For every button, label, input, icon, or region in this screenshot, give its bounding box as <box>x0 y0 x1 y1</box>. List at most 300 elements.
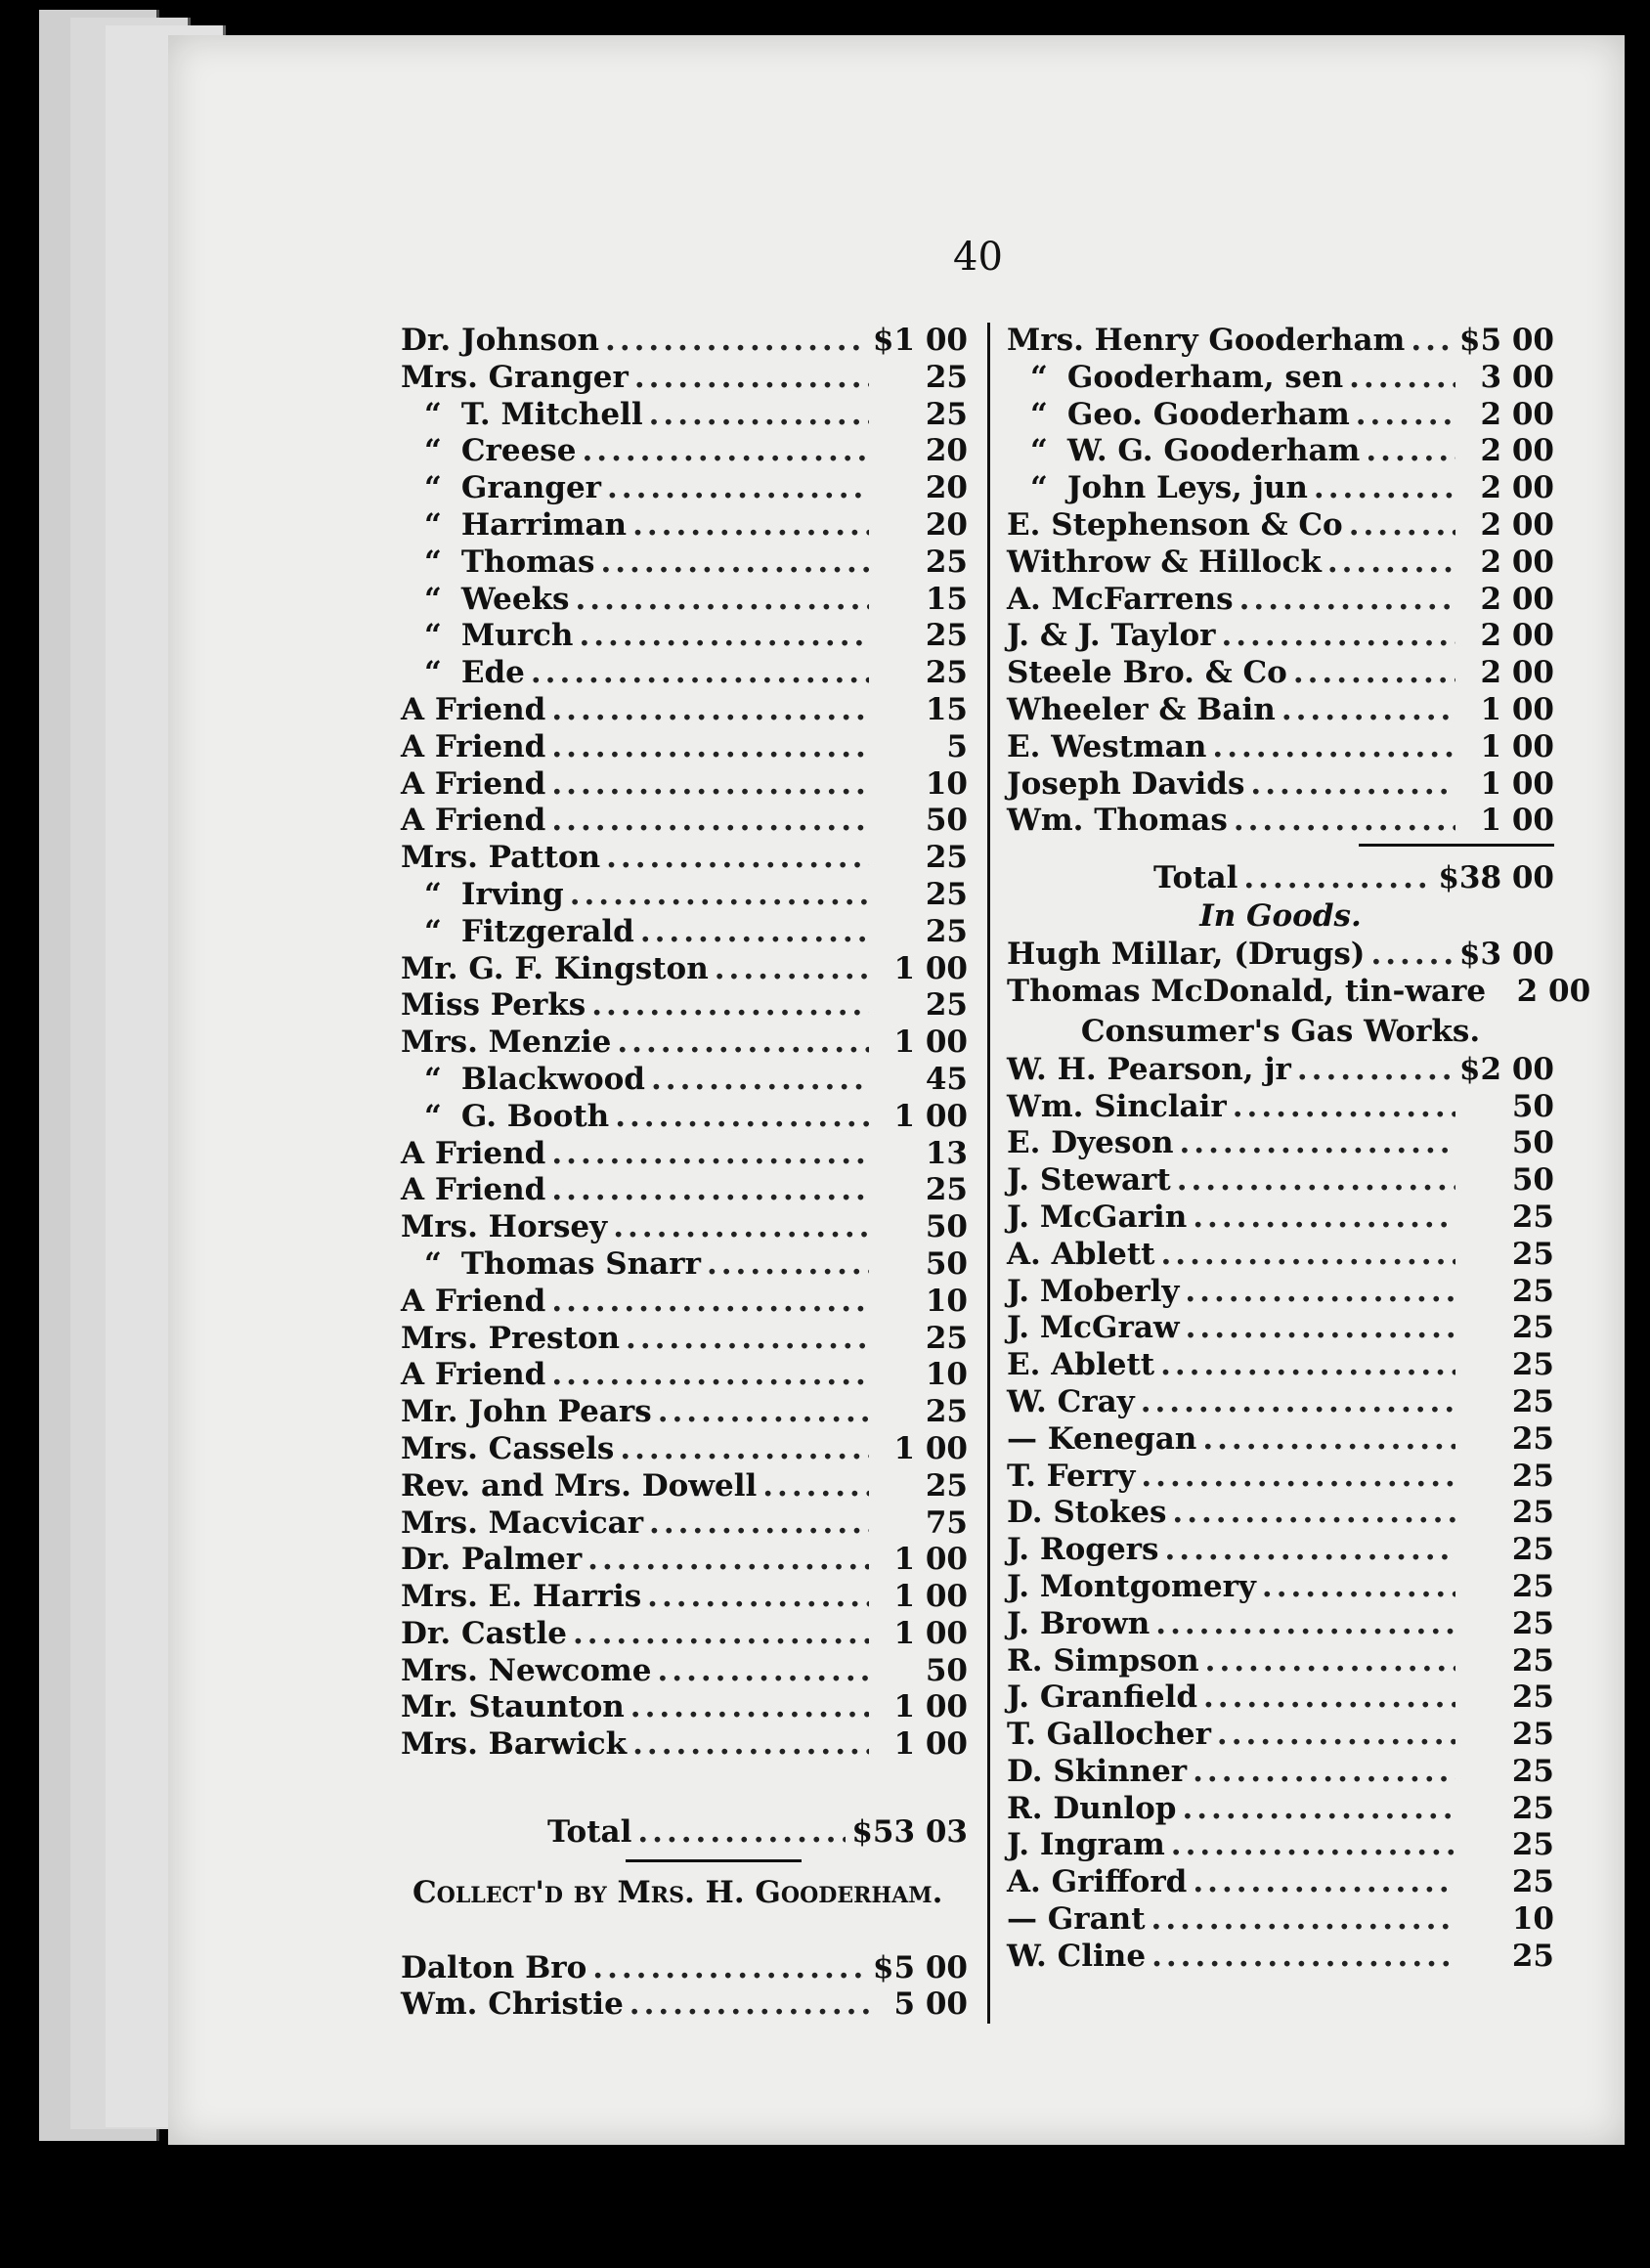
amount: 2 00 <box>1480 396 1554 432</box>
list-item <box>1007 1532 1554 1569</box>
list-item <box>1007 1679 1554 1717</box>
contributor-name: Joseph Davids <box>1007 765 1245 802</box>
leader-dots <box>1262 1569 1455 1606</box>
contributor-name: “ Blackwood <box>401 1062 645 1099</box>
contributor-name: “ W. G. Gooderham <box>1007 433 1360 470</box>
amount: 25 <box>1511 1383 1554 1419</box>
left-total-row <box>401 1801 968 1850</box>
list-item <box>1007 1827 1554 1864</box>
list-item <box>1007 1052 1554 1089</box>
list-item <box>401 1986 968 2024</box>
leader-dots <box>632 507 869 545</box>
list-item <box>1007 655 1554 692</box>
list-item <box>1007 1421 1554 1459</box>
amount: 2 00 <box>1480 618 1554 654</box>
contributor-name: J. Montgomery <box>1007 1568 1256 1604</box>
leader-dots <box>1177 1162 1455 1199</box>
amount: 1 00 <box>1480 765 1554 802</box>
amount: $2 00 <box>1458 1051 1554 1087</box>
contributor-name: Wm. Sinclair <box>1007 1088 1227 1124</box>
leader-dots <box>1349 360 1455 397</box>
list-item <box>401 360 968 397</box>
contributor-name: W. H. Pearson, jr <box>1007 1051 1291 1087</box>
list-item <box>401 951 968 988</box>
leader-dots <box>649 1505 869 1543</box>
contributor-name: A. Grifford <box>1007 1864 1188 1900</box>
amount: $3 00 <box>1458 937 1554 973</box>
leader-dots <box>587 1542 869 1579</box>
leader-dots <box>1297 1052 1454 1089</box>
amount: 25 <box>1511 1753 1554 1789</box>
contributor-name: “ Irving <box>401 877 564 914</box>
leader-dots <box>1203 1679 1455 1717</box>
amount: 2 00 <box>1480 470 1554 506</box>
list-item <box>401 1136 968 1173</box>
contributor-name: J. & J. Taylor <box>1007 618 1216 654</box>
contributor-name: Mrs. Menzie <box>401 1025 612 1061</box>
amount: 25 <box>925 987 968 1024</box>
amount: 25 <box>1511 1717 1554 1753</box>
list-item <box>401 1579 968 1616</box>
amount: 25 <box>1511 1679 1554 1716</box>
amount: $5 00 <box>872 1949 968 1985</box>
contributor-name: J. McGarin <box>1007 1199 1188 1235</box>
total-amount: $53 03 <box>851 1813 968 1850</box>
leader-dots <box>640 914 869 951</box>
contributor-name: J. Rogers <box>1007 1532 1159 1568</box>
leader-dots <box>651 1062 869 1099</box>
gas-heading: Consumer's Gas Works. <box>1080 1013 1481 1049</box>
list-item <box>401 1321 968 1358</box>
amount: 25 <box>1511 1310 1554 1346</box>
amount: 45 <box>925 1061 968 1097</box>
amount: 3 00 <box>1480 359 1554 395</box>
spacer <box>401 1913 968 1950</box>
amount: 1 00 <box>893 1689 968 1725</box>
list-item <box>1007 582 1554 619</box>
list-item <box>1007 1717 1554 1754</box>
amount: 1 00 <box>1480 728 1554 764</box>
leader-dots <box>1370 937 1453 974</box>
list-item <box>401 1542 968 1579</box>
leader-dots <box>632 1726 869 1764</box>
list-item <box>1007 692 1554 729</box>
contributor-name: A. McFarrens <box>1007 581 1234 617</box>
list-item <box>401 545 968 582</box>
contributor-name: A Friend <box>401 765 546 802</box>
leader-dots <box>551 1136 869 1173</box>
leader-dots <box>630 1689 869 1726</box>
contributor-name: A. Ablett <box>1007 1236 1155 1272</box>
amount: 1 00 <box>893 1579 968 1615</box>
leader-dots <box>551 1357 869 1394</box>
leader-dots <box>617 1025 869 1062</box>
left-column <box>401 323 968 2024</box>
amount: $5 00 <box>1458 323 1554 358</box>
leader-dots <box>1327 545 1455 582</box>
list-item <box>401 323 968 360</box>
leader-dots <box>1171 1827 1455 1864</box>
contributor-name: “ Thomas <box>401 545 594 582</box>
contributor-name: A Friend <box>401 1135 546 1171</box>
contributor-name: A Friend <box>401 691 546 727</box>
leader-dots <box>630 1986 869 2024</box>
leader-dots <box>1151 1901 1455 1939</box>
leader-dots <box>551 1172 869 1209</box>
list-item <box>401 1616 968 1653</box>
list-item <box>401 1172 968 1209</box>
leader-dots <box>1141 1384 1455 1421</box>
list-item <box>401 470 968 507</box>
leader-dots <box>591 987 869 1025</box>
list-item <box>1007 1162 1554 1199</box>
amount: 25 <box>1511 1605 1554 1641</box>
contributor-name: Wm. Thomas <box>1007 803 1228 839</box>
leader-dots <box>658 1394 869 1431</box>
list-item <box>1007 1274 1554 1311</box>
list-item <box>1007 618 1554 655</box>
leader-dots <box>634 360 869 397</box>
contributor-name: Mrs. Cassels <box>401 1430 615 1466</box>
leader-dots <box>1221 618 1455 655</box>
contributor-name: R. Dunlop <box>1007 1790 1177 1826</box>
amount: 5 00 <box>893 1986 968 2023</box>
list-item <box>1007 729 1554 766</box>
leader-dots <box>626 1321 869 1358</box>
list-item <box>401 1431 968 1468</box>
leader-dots <box>1185 1274 1455 1311</box>
amount: 5 <box>946 728 968 764</box>
amount: 50 <box>1511 1162 1554 1199</box>
right-total-row <box>1007 847 1554 895</box>
leader-dots <box>606 840 869 877</box>
leader-dots <box>613 1209 869 1246</box>
amount: 10 <box>925 1357 968 1393</box>
amount: 25 <box>925 655 968 691</box>
contributor-name: Mrs. Horsey <box>401 1209 608 1245</box>
leader-dots <box>1250 766 1455 804</box>
contributor-name: E. Westman <box>1007 728 1207 764</box>
contributor-name: Dr. Johnson <box>401 323 600 358</box>
leader-dots <box>707 1246 869 1284</box>
amount: 25 <box>1511 1864 1554 1900</box>
amount: 25 <box>1511 1568 1554 1604</box>
leader-dots <box>715 951 869 988</box>
leader-dots <box>649 397 869 434</box>
leader-dots <box>1233 1089 1455 1126</box>
list-item <box>1007 1939 1554 1976</box>
contributor-name: Mrs. Macvicar <box>401 1505 644 1541</box>
contributor-name: Mrs. Patton <box>401 840 601 876</box>
collected-heading: Collect'd by Mrs. H. Gooderham. <box>412 1874 943 1910</box>
leader-dots <box>551 692 869 729</box>
amount: 20 <box>925 433 968 469</box>
amount: 1 00 <box>893 1726 968 1763</box>
contributor-name: “ Creese <box>401 433 576 470</box>
contributor-name: A Friend <box>401 728 546 764</box>
amount: 25 <box>925 913 968 949</box>
amount: 25 <box>1511 1827 1554 1863</box>
contributor-name: J. McGraw <box>1007 1310 1180 1346</box>
contributor-name: J. Brown <box>1007 1605 1151 1641</box>
contributor-name: Withrow & Hillock <box>1007 544 1322 580</box>
contributor-name: Dalton Bro <box>401 1949 587 1985</box>
contributor-name: Mrs. Preston <box>401 1320 621 1356</box>
leader-dots <box>579 618 869 655</box>
list-item <box>401 692 968 729</box>
list-item <box>401 1950 968 1987</box>
leader-dots <box>1281 692 1455 729</box>
contributor-name: R. Simpson <box>1007 1642 1199 1679</box>
contributor-name: Dr. Castle <box>401 1615 567 1651</box>
amount: 25 <box>925 396 968 432</box>
contributor-name: — Kenegan <box>1007 1420 1197 1457</box>
leader-dots <box>762 1468 869 1505</box>
amount: 1 00 <box>893 950 968 986</box>
amount: 50 <box>1511 1125 1554 1161</box>
contributor-name: Mrs. E. Harris <box>401 1579 642 1615</box>
contributor-name: Mrs. Newcome <box>401 1652 652 1688</box>
amount: 25 <box>1511 1420 1554 1457</box>
list-item <box>401 582 968 619</box>
list-item <box>401 1062 968 1099</box>
amount: 75 <box>925 1505 968 1541</box>
amount: 25 <box>925 840 968 876</box>
leader-dots <box>1356 397 1455 434</box>
amount: 25 <box>1511 1458 1554 1494</box>
leader-dots <box>1212 729 1455 766</box>
list-item <box>401 1284 968 1321</box>
amount: 1 00 <box>893 1098 968 1134</box>
contributor-name: J. Ingram <box>1007 1827 1165 1863</box>
amount: 25 <box>925 618 968 654</box>
amount: 50 <box>925 1652 968 1688</box>
amount: 2 00 <box>1516 973 1591 1009</box>
leader-dots <box>1205 1643 1455 1680</box>
leader-dots <box>1160 1347 1455 1384</box>
list-item <box>1007 397 1554 434</box>
contributor-name: T. Ferry <box>1007 1458 1136 1494</box>
amount: 2 00 <box>1480 433 1554 469</box>
list-item <box>1007 803 1554 840</box>
contributor-name: “ Thomas Snarr <box>401 1246 701 1284</box>
list-item <box>1007 1754 1554 1791</box>
contributor-name: Steele Bro. & Co <box>1007 655 1287 691</box>
contributor-name: “ Weeks <box>401 582 570 619</box>
contributor-name: Mrs. Henry Gooderham <box>1007 323 1406 358</box>
list-item <box>1007 766 1554 804</box>
contributor-name: E. Stephenson & Co <box>1007 506 1343 543</box>
list-item <box>1007 360 1554 397</box>
amount: 1 00 <box>893 1025 968 1061</box>
list-item <box>401 766 968 804</box>
amount: 25 <box>925 876 968 912</box>
amount: 50 <box>925 1245 968 1282</box>
contributor-name: Rev. and Mrs. Dowell <box>401 1467 758 1504</box>
contributor-name: “ Granger <box>401 470 601 507</box>
contributor-name: D. Stokes <box>1007 1495 1167 1531</box>
amount: 1 00 <box>1480 691 1554 727</box>
list-item <box>1007 470 1554 507</box>
leader-dots <box>637 1814 846 1850</box>
contributor-name: J. Stewart <box>1007 1162 1171 1199</box>
list-item <box>401 1099 968 1136</box>
contributor-name: Mrs. Granger <box>401 359 629 395</box>
list-item <box>401 1468 968 1505</box>
amount: 10 <box>925 765 968 802</box>
leader-dots <box>1155 1606 1455 1643</box>
leader-dots <box>620 1431 869 1468</box>
contributor-name: “ Geo. Gooderham <box>1007 397 1350 434</box>
list-item <box>401 803 968 840</box>
amount: 25 <box>1511 1273 1554 1309</box>
total-amount: $38 00 <box>1438 860 1554 896</box>
amount: 25 <box>1511 1199 1554 1235</box>
leader-dots <box>1411 323 1454 360</box>
contributor-name: E. Ablett <box>1007 1347 1155 1383</box>
amount: 25 <box>925 1172 968 1208</box>
leader-dots <box>605 323 867 360</box>
contributor-name: “ Murch <box>401 618 573 655</box>
leader-dots <box>1161 1237 1455 1274</box>
list-item <box>1007 1310 1554 1347</box>
list-item <box>401 877 968 914</box>
contributor-name: “ Ede <box>401 655 525 692</box>
leader-dots <box>1239 582 1455 619</box>
goods-entries-list <box>1007 937 1591 1011</box>
list-item <box>1007 937 1554 974</box>
list-item <box>1007 1384 1554 1421</box>
leader-dots <box>1314 470 1455 507</box>
leader-dots <box>582 433 869 470</box>
amount: 1 00 <box>893 1615 968 1651</box>
leader-dots <box>600 545 869 582</box>
contributor-name: Wheeler & Bain <box>1007 691 1276 727</box>
leader-dots <box>1193 1199 1455 1237</box>
amount: 25 <box>925 359 968 395</box>
amount: 25 <box>1511 1938 1554 1974</box>
contributor-name: W. Cline <box>1007 1938 1147 1974</box>
list-item <box>1007 973 1591 1011</box>
leader-dots <box>1141 1459 1455 1496</box>
contributor-name: “ G. Booth <box>401 1099 609 1136</box>
contributor-name: “ Gooderham, sen <box>1007 360 1343 397</box>
list-item <box>401 987 968 1025</box>
contributor-name: E. Dyeson <box>1007 1125 1174 1161</box>
leader-dots <box>1349 507 1455 545</box>
amount: 15 <box>925 581 968 617</box>
right-entries-list <box>1007 323 1554 840</box>
list-item <box>1007 1569 1554 1606</box>
amount: 25 <box>1511 1790 1554 1826</box>
list-item <box>401 1025 968 1062</box>
list-item <box>1007 1643 1554 1680</box>
list-item <box>401 507 968 545</box>
leader-dots <box>1217 1717 1455 1754</box>
list-item <box>401 1726 968 1764</box>
amount: 50 <box>1511 1088 1554 1124</box>
amount: 10 <box>925 1283 968 1319</box>
leader-dots <box>551 1284 869 1321</box>
leader-dots <box>615 1099 869 1136</box>
leader-dots <box>1293 655 1455 692</box>
contributor-name: Mr. Staunton <box>401 1689 625 1725</box>
goods-heading: In Goods. <box>1199 898 1362 935</box>
amount: 20 <box>925 506 968 543</box>
amount: 50 <box>925 1209 968 1245</box>
contributor-name: “ John Leys, jun <box>1007 470 1308 507</box>
list-item <box>1007 1791 1554 1828</box>
leader-dots <box>1182 1791 1455 1828</box>
left-entries-list <box>401 323 968 1764</box>
amount: 2 00 <box>1480 544 1554 580</box>
list-item <box>1007 507 1554 545</box>
list-item <box>1007 545 1554 582</box>
list-item <box>401 433 968 470</box>
list-item <box>401 397 968 434</box>
amount: 25 <box>1511 1532 1554 1568</box>
contributor-name: “ T. Mitchell <box>401 397 643 434</box>
amount: 20 <box>925 470 968 506</box>
leader-dots <box>531 655 869 692</box>
amount: 25 <box>925 1394 968 1430</box>
list-item <box>401 1246 968 1284</box>
list-item <box>401 1653 968 1690</box>
leader-dots <box>1243 860 1432 895</box>
leader-dots <box>1164 1532 1455 1569</box>
contributor-name: “ Fitzgerald <box>401 914 634 951</box>
amount: 25 <box>1511 1642 1554 1679</box>
contributor-name: Hugh Millar, (Drugs) <box>1007 937 1366 973</box>
list-item <box>1007 1901 1554 1939</box>
leader-dots <box>1151 1939 1455 1976</box>
leader-dots <box>551 766 869 804</box>
contributor-name: A Friend <box>401 803 546 839</box>
leader-dots <box>1202 1421 1455 1459</box>
amount: 2 00 <box>1480 581 1554 617</box>
contributor-name: A Friend <box>401 1172 546 1208</box>
contributor-name: A Friend <box>401 1283 546 1319</box>
leader-dots <box>1180 1125 1456 1162</box>
leader-dots <box>570 877 869 914</box>
total-label: Total <box>1153 860 1238 896</box>
amount: 1 00 <box>1480 803 1554 839</box>
amount: 25 <box>1511 1236 1554 1272</box>
rule <box>626 1859 802 1862</box>
list-item <box>401 1357 968 1394</box>
right-column <box>1007 323 1591 1976</box>
leader-dots <box>576 582 869 619</box>
list-item <box>1007 433 1554 470</box>
contributor-name: D. Skinner <box>1007 1753 1188 1789</box>
page-number: 40 <box>953 235 1003 280</box>
list-item <box>401 1209 968 1246</box>
column-divider <box>987 323 990 2024</box>
leader-dots <box>592 1950 867 1987</box>
amount: 15 <box>925 691 968 727</box>
list-item <box>401 840 968 877</box>
gas-entries-list <box>1007 1052 1554 1976</box>
list-item <box>1007 1237 1554 1274</box>
leader-dots <box>1193 1864 1455 1901</box>
leader-dots <box>551 729 869 766</box>
contributor-name: A Friend <box>401 1357 546 1393</box>
collected-entries-list <box>401 1950 968 2025</box>
list-item <box>1007 1199 1554 1237</box>
amount: 13 <box>925 1135 968 1171</box>
spacer <box>401 1764 968 1801</box>
contributor-name: J. Granfield <box>1007 1679 1197 1716</box>
